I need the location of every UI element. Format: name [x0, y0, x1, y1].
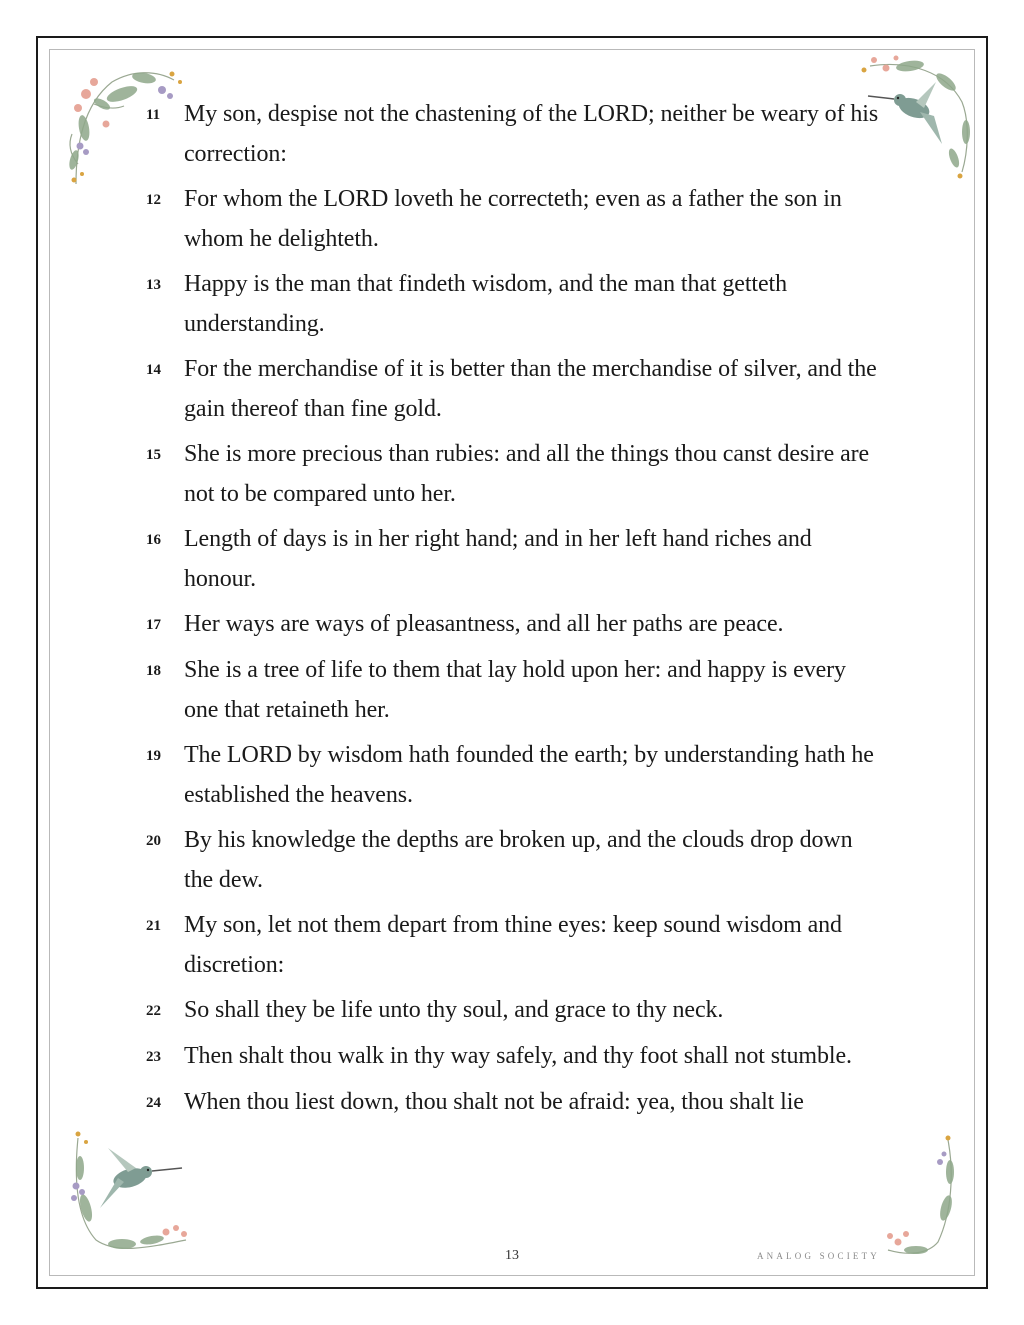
verse-item [146, 179, 886, 259]
verse-text: My son, let not them depart from thine eyes: keep sound wisdom and discretion: [184, 912, 842, 978]
verse-text: By his knowledge the depths are broken up, and the clouds drop down the dew. [184, 827, 853, 893]
page-number: 13 [505, 1248, 519, 1263]
hummingbird-corner-bottom-left-icon [66, 1128, 196, 1258]
verse-number: 17 [146, 617, 161, 633]
verse-text: The LORD by wisdom hath founded the earth; by understanding hath he established the heavens. [184, 742, 874, 808]
verse-text: My son, despise not the chastening of the LORD; neither be weary of his correction: [184, 101, 879, 167]
verse-item [146, 650, 886, 730]
verse-text: So shall they be life unto thy soul, and grace to thy neck. [184, 997, 724, 1023]
verse-number: 11 [146, 107, 161, 123]
verse-item [146, 519, 886, 599]
verse-list [146, 94, 886, 1128]
verse-number: 24 [146, 1095, 161, 1111]
verse-text: Her ways are ways of pleasantness, and all her paths are peace. [184, 611, 784, 637]
verse-number: 15 [146, 447, 161, 463]
verse-text: For whom the LORD loveth he correcteth; even as a father the son in whom he delighteth. [184, 186, 842, 252]
verse-item [146, 990, 886, 1031]
verse-text: Happy is the man that findeth wisdom, and the man that getteth understanding. [184, 271, 787, 337]
verse-number: 13 [146, 277, 161, 293]
verse-item [146, 905, 886, 985]
verse-item [146, 735, 886, 815]
verse-number: 20 [146, 833, 161, 849]
verse-item [146, 1082, 886, 1123]
verse-number: 14 [146, 362, 161, 378]
verse-number: 22 [146, 1003, 161, 1019]
verse-number: 19 [146, 748, 161, 764]
verse-item [146, 264, 886, 344]
verse-item [146, 1036, 886, 1077]
verse-number: 16 [146, 532, 161, 548]
verse-text: She is a tree of life to them that lay hold upon her: and happy is every one that retaineth her. [184, 657, 846, 723]
verse-text: For the merchandise of it is better than the merchandise of silver, and the gain thereof than fine gold. [184, 356, 877, 422]
verse-number: 23 [146, 1049, 161, 1065]
verse-text: Then shalt thou walk in thy way safely, and thy foot shall not stumble. [184, 1043, 852, 1069]
brand-label: ANALOG SOCIETY [756, 1251, 880, 1261]
verse-number: 12 [146, 192, 161, 208]
verse-item [146, 820, 886, 900]
verse-item [146, 434, 886, 514]
verse-number: 18 [146, 663, 161, 679]
verse-item [146, 604, 886, 645]
verse-text: She is more precious than rubies: and all the things thou canst desire are not to be compared unto her. [184, 441, 870, 507]
verse-item [146, 94, 886, 174]
verse-text: Length of days is in her right hand; and in her left hand riches and honour. [184, 526, 812, 592]
verse-item [146, 349, 886, 429]
floral-corner-bottom-right-icon [868, 1132, 968, 1262]
verse-text: When thou liest down, thou shalt not be afraid: yea, thou shalt lie [184, 1089, 804, 1115]
verse-number: 21 [146, 918, 161, 934]
